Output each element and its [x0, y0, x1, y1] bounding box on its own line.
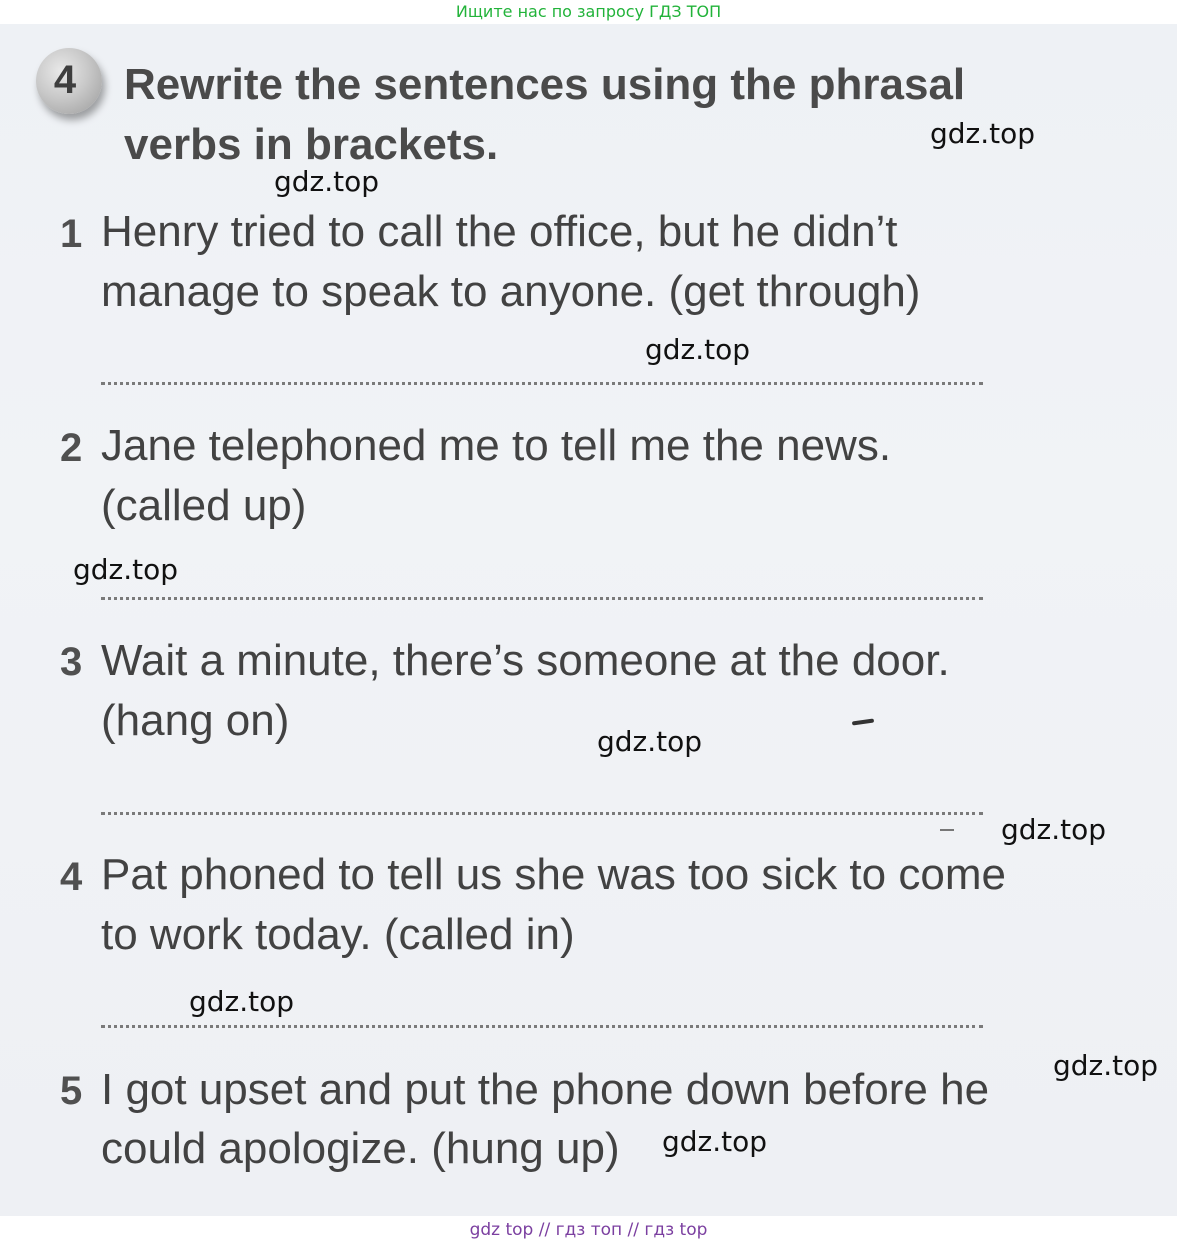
scan-speck: [940, 829, 954, 831]
item-2-line-1: Jane telephoned me to tell me the news.: [101, 421, 892, 470]
textbook-page: [0, 24, 1177, 1216]
item-number-3: 3: [60, 640, 83, 684]
answer-line-1[interactable]: [101, 382, 983, 385]
item-4-line-2: to work today. (called in): [101, 910, 575, 959]
item-1-line-1: Henry tried to call the office, but he didn’t: [101, 207, 898, 256]
item-3-line-1: Wait a minute, there’s someone at the door.: [101, 636, 950, 685]
item-4-line-1: Pat phoned to tell us she was too sick to come: [101, 850, 1006, 899]
exercise-title-line-2: verbs in brackets.: [124, 120, 499, 169]
exercise-number: 4: [53, 58, 77, 102]
item-5-line-2: could apologize. (hung up): [101, 1124, 620, 1173]
top-banner: Ищите нас по запросу ГДЗ ТОП: [455, 2, 722, 21]
watermark: gdz.top: [597, 725, 703, 758]
watermark: gdz.top: [189, 985, 295, 1018]
watermark: gdz.top: [274, 165, 380, 198]
answer-line-4[interactable]: [101, 1025, 983, 1028]
watermark: gdz.top: [73, 553, 179, 586]
watermark: gdz.top: [930, 117, 1036, 150]
item-number-2: 2: [60, 426, 83, 470]
item-number-1: 1: [60, 212, 83, 256]
item-5-line-1: I got upset and put the phone down before he: [101, 1065, 990, 1114]
item-1-line-2: manage to speak to anyone. (get through): [101, 267, 921, 316]
item-2-line-2: (called up): [101, 481, 307, 530]
watermark: gdz.top: [662, 1125, 768, 1158]
exercise-title-line-1: Rewrite the sentences using the phrasal: [124, 60, 966, 109]
watermark: gdz.top: [1053, 1049, 1159, 1082]
watermark: gdz.top: [645, 333, 751, 366]
item-number-5: 5: [60, 1069, 83, 1113]
answer-line-3[interactable]: [101, 812, 983, 815]
watermark: gdz.top: [1001, 813, 1107, 846]
footer-banner: gdz top // гдз топ // гдз top: [469, 1220, 708, 1240]
item-3-line-2: (hang on): [101, 696, 290, 745]
item-number-4: 4: [60, 855, 83, 899]
answer-line-2[interactable]: [101, 597, 983, 600]
